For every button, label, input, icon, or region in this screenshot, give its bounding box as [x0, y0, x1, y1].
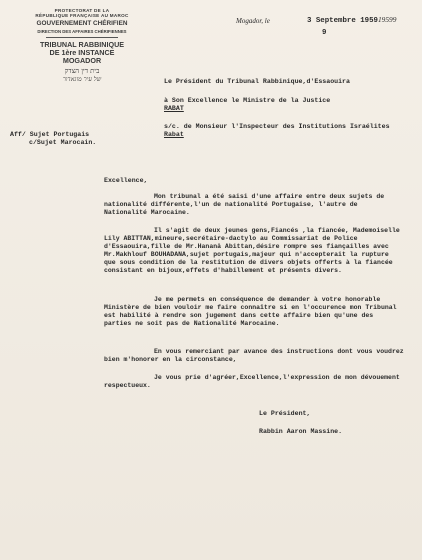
subject-line-1: Aff/ Sujet Portugais	[10, 131, 90, 138]
via-line: s/c. de Monsieur l'Inspecteur des Institutions Israélites	[164, 123, 390, 130]
signature: Rabbin Aaron Massine.	[259, 428, 343, 435]
body-paragraph-4: En vous remerciant par avance des instructions dont vous voudrez bien m'honorer en la circonstance,	[104, 348, 404, 363]
body-paragraph-2: Il s'agit de deux jeunes gens,Fiancés ,la fiancée, Mademoiselle Lily ABITTAN,mineure,secrétaire-dactylo au Commissariat de Police d'Essaouira,fille de Mr.Hananâ Abittan,désire rompre ses fiançailles avec Mr.Makhlouf BOUHADANA,sujet portugais,majeur qui n'accepterait la rupture que sous condition de la restitution de divers objets offerts à la fiancée consistant en bijoux,effets d'habillement et présents divers.	[104, 227, 400, 274]
subject-line-2: c/Sujet Marocain.	[29, 139, 97, 146]
place-label: Mogador, le	[236, 17, 270, 25]
sender-line: Le Président du Tribunal Rabbinique,d'Essaouira	[164, 78, 350, 85]
letter-date	[307, 15, 396, 25]
closing: Le Président,	[259, 410, 311, 417]
recipient-line: à Son Excellence le Ministre de la Justice	[164, 97, 331, 104]
letterhead-tribunal: TRIBUNAL RABBINIQUE	[39, 39, 125, 49]
letterhead-instance: DE 1ère INSTANCE	[49, 48, 115, 58]
letterhead-ville: MOGADOR	[62, 56, 102, 66]
body-paragraph-3: Je me permets en conséquence de demander à votre honorable Ministère de bien vouloir me faire connaître si en l'occurence mon Tribunal est habilité à rendre son jugement dans cette affaire bien qu'une des parties ne soit pas de Nationalité Marocaine.	[104, 296, 397, 327]
letterhead-divider	[46, 37, 118, 38]
via-city: Rabat	[164, 131, 184, 138]
letterhead-hebrew-2: של עיר מוגאדור	[62, 75, 102, 83]
recipient-city: RABAT	[164, 105, 184, 112]
salutation: Excellence,	[104, 177, 148, 184]
letterhead-republique: RÉPUBLIQUE FRANÇAISE AU MAROC	[35, 13, 129, 19]
body-paragraph-5: Je vous prie d'agréer,Excellence,l'expression de mon dévouement respectueux.	[104, 374, 400, 389]
letterhead-protectorat: PROTECTORAT DE LA	[54, 8, 110, 13]
letter-date-handwritten: 19599	[377, 15, 397, 24]
letterhead-direction: DIRECTION DES AFFAIRES CHÉRIFIENNES	[37, 28, 127, 34]
letterhead	[18, 8, 146, 83]
letter-date-typed: 3 Septembre 1959	[307, 17, 378, 25]
body-paragraph-1: Mon tribunal a été saisi d'une affaire entre deux sujets de nationalité différente,l'un de nationalité Portugaise, l'autre de Nationalité Marocaine.	[104, 193, 385, 216]
letterhead-gouvernement: GOUVERNEMENT CHÉRIFIEN	[36, 19, 128, 27]
reference-number: 9	[322, 29, 327, 37]
letterhead-hebrew-1: בית דין הצדק	[64, 66, 100, 75]
